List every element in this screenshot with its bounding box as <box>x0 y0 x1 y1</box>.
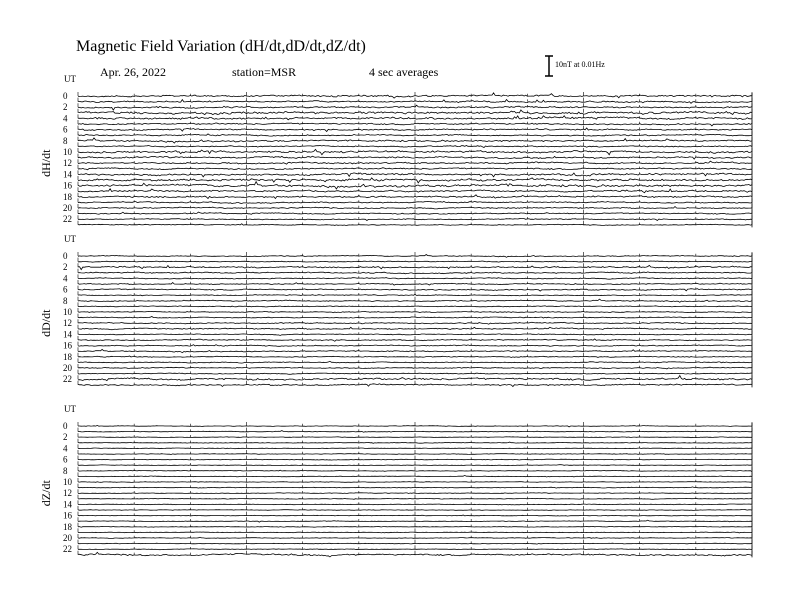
ut-label: UT <box>64 404 76 414</box>
y-axis-label: dZ/dt <box>39 480 53 507</box>
panel-dZ-dt <box>39 404 752 557</box>
hour-tick-label: 16 <box>63 510 72 521</box>
hour-tick-label: 20 <box>63 363 72 373</box>
hour-tick-label: 22 <box>63 544 72 555</box>
hour-tick-label: 8 <box>63 465 68 476</box>
scale-bar <box>545 56 553 76</box>
hour-tick-label: 10 <box>63 477 72 487</box>
panel-dD-dt <box>39 234 752 387</box>
averaging-label: 4 sec averages <box>369 65 439 79</box>
hour-tick-label: 6 <box>63 284 68 295</box>
hour-tick-label: 14 <box>63 499 72 510</box>
hour-tick-label: 22 <box>63 214 72 225</box>
station-label: station=MSR <box>232 65 297 79</box>
hour-tick-label: 6 <box>63 454 68 465</box>
hour-tick-label: 12 <box>63 488 72 499</box>
hour-tick-label: 4 <box>63 443 68 454</box>
hour-tick-label: 10 <box>63 147 72 157</box>
hour-tick-label: 20 <box>63 533 72 543</box>
hour-tick-label: 0 <box>63 91 68 101</box>
hour-tick-label: 4 <box>63 273 68 284</box>
panel-dH-dt <box>39 74 752 227</box>
chart-title: Magnetic Field Variation (dH/dt,dD/dt,dZ/dt) <box>76 38 366 55</box>
hour-tick-label: 16 <box>63 180 72 191</box>
hour-tick-label: 14 <box>63 329 72 340</box>
ut-label: UT <box>64 74 76 84</box>
hour-tick-label: 2 <box>63 102 68 113</box>
hour-tick-label: 0 <box>63 421 68 431</box>
hour-tick-label: 22 <box>63 374 72 385</box>
hour-tick-label: 18 <box>63 521 72 532</box>
y-axis-label: dD/dt <box>39 309 53 337</box>
hour-tick-label: 18 <box>63 351 72 362</box>
hour-tick-label: 12 <box>63 158 72 169</box>
hour-tick-label: 2 <box>63 262 68 273</box>
hour-tick-label: 16 <box>63 340 72 351</box>
hour-tick-label: 10 <box>63 307 72 317</box>
hour-tick-label: 0 <box>63 251 68 261</box>
hour-tick-label: 6 <box>63 124 68 135</box>
hour-tick-label: 20 <box>63 203 72 213</box>
hour-tick-label: 14 <box>63 169 72 180</box>
panels-group <box>39 74 752 557</box>
ut-label: UT <box>64 234 76 244</box>
hour-tick-label: 8 <box>63 135 68 146</box>
hour-tick-label: 8 <box>63 295 68 306</box>
scale-bar-label: 10nT at 0.01Hz <box>555 60 605 69</box>
hour-tick-label: 18 <box>63 191 72 202</box>
date-label: Apr. 26, 2022 <box>100 65 166 79</box>
y-axis-label: dH/dt <box>39 149 53 177</box>
hour-tick-label: 4 <box>63 113 68 124</box>
hour-tick-label: 2 <box>63 432 68 443</box>
hour-tick-label: 12 <box>63 318 72 329</box>
